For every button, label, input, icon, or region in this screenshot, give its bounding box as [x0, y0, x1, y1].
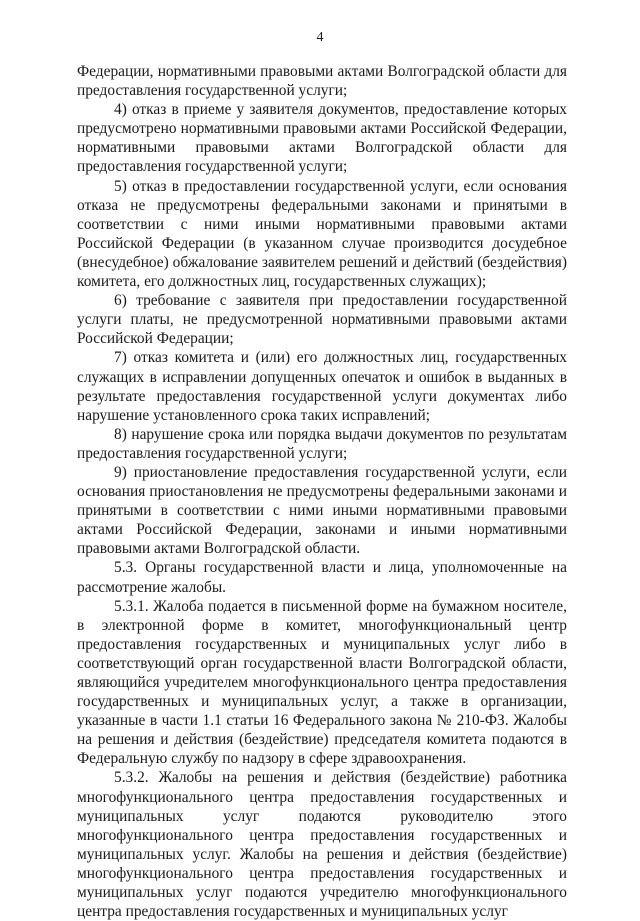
paragraph-section-5-3: 5.3. Органы государственной власти и лица, уполномоченные на рассмотрение жалобы. [77, 559, 567, 596]
paragraph-item-6: 6) требование с заявителя при предоставлении государственной услуги платы, не предусмотренной нормативными правовыми актами Российской Федерации; [77, 292, 567, 348]
paragraph-section-5-3-2: 5.3.2. Жалобы на решения и действия (бездействие) работника многофункционального центра предоставления государственных и муниципальных услуг подаются руководителю этого многофункционального центра предоставления государственных и муниципальных услуг. Жалобы на решения и действия (бездействие) многофункционального центра предоставления государственных и муниципальных услуг подаются учредителю многофункционального центра предоставления государственных и муниципальных услуг [77, 769, 567, 921]
paragraph-section-5-3-1: 5.3.1. Жалоба подается в письменной форме на бумажном носителе, в электронной форме в комитет, многофункциональный центр предоставления государственных и муниципальных услуг либо в соответствующий орган государственной власти Волгоградской области, являющийся учредителем многофункционального центра предоставления государственных и муниципальных услуг, а также в организации, указанные в части 1.1 статьи 16 Федерального закона № 210-ФЗ. Жалобы на решения и действия (бездействие) председателя комитета подаются в Федеральную службу по надзору в сфере здравоохранения. [77, 597, 567, 768]
page-number: 4 [316, 30, 324, 45]
paragraph-item-5: 5) отказ в предоставлении государственной услуги, если основания отказа не предусмотрены федеральными законами и принятыми в соответствии с ними иными нормативными правовыми актами Российской Федерации (в указанном случае производится досудебное (внесудебное) обжалование заявителем решений и действий (бездействия) комитета, его должностных лиц, государственных служащих); [77, 177, 567, 291]
paragraph-intro-continuation: Федерации, нормативными правовыми актами Волгоградской области для предоставления государственной услуги; [77, 63, 567, 100]
paragraph-item-8: 8) нарушение срока или порядка выдачи документов по результатам предоставления государственной услуги; [77, 425, 567, 462]
paragraph-item-9: 9) приостановление предоставления государственной услуги, если основания приостановления не предусмотрены федеральными законами и принятыми в соответствии с ними иными нормативными правовыми актами Российской Федерации, законами и иными нормативными правовыми актами Волгоградской области. [77, 463, 567, 558]
paragraph-item-4: 4) отказ в приеме у заявителя документов, предоставление которых предусмотрено нормативными правовыми актами Российской Федерации, нормативными правовыми актами Волгоградской области для предоставления государственной услуги; [77, 101, 567, 176]
paragraph-item-7: 7) отказ комитета и (или) его должностных лиц, государственных служащих в исправлении допущенных опечаток и ошибок в выданных в результате предоставления государственной услуги документах либо нарушение установленного срока таких исправлений; [77, 349, 567, 424]
document-body [77, 62, 567, 921]
